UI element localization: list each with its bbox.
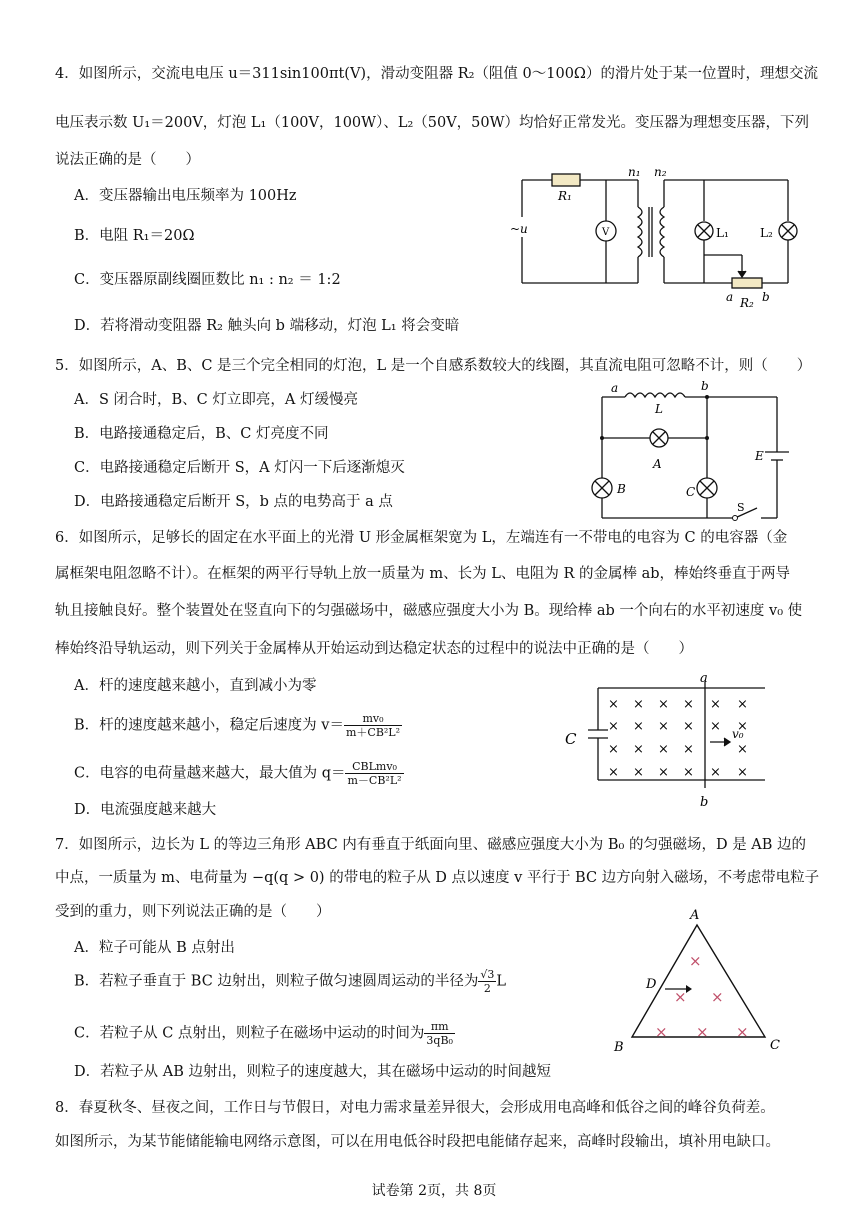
q6-stem-line4: 棒始终沿导轨运动，则下列关于金属棒从开始运动到达稳定状态的过程中的说法中正确的是（ ） xyxy=(55,641,693,657)
q7-stem-line2: 中点，一质量为 m、电荷量为 −q(q > 0) 的带电的粒子从 D 点以速度 v 平行于 BC 边方向射入磁场，不考虑带电粒子 xyxy=(55,870,820,886)
q4-label-r2: R₂ xyxy=(740,296,754,310)
q6-field-marks xyxy=(608,697,748,780)
q6-option-c-fraction xyxy=(345,760,403,787)
field-mark: × xyxy=(633,742,644,757)
field-mark: × xyxy=(608,742,619,757)
q7-option-b-unit: L xyxy=(496,973,507,990)
q4-label-u: ~u xyxy=(510,222,528,236)
q4-label-voltmeter: V xyxy=(602,227,610,238)
q5-option-d: D．电路接通稳定后断开 S，b 点的电势高于 a 点 xyxy=(74,494,393,510)
q6-option-c xyxy=(74,760,404,787)
q5-stem: 5．如图所示，A、B、C 是三个完全相同的灯泡，L 是一个自感系数较大的线圈，其直流电阻可忽略不计，则（ ） xyxy=(55,358,812,374)
q7-option-c-numerator: πm xyxy=(424,1020,455,1034)
field-mark: × xyxy=(737,742,748,757)
q5-label-s: S xyxy=(737,501,745,514)
q7-option-b-text: B．若粒子垂直于 BC 边射出，则粒子做匀速圆周运动的半径为 xyxy=(74,973,479,990)
q5-inductor-circuit xyxy=(585,380,785,525)
field-mark: × xyxy=(674,988,687,1006)
field-mark: × xyxy=(710,765,721,780)
q7-label-c: C xyxy=(770,1038,780,1053)
field-mark: × xyxy=(633,719,644,734)
q4-label-n1: n₁ xyxy=(628,165,641,179)
q6-option-d: D．电流强度越来越大 xyxy=(74,802,217,818)
field-mark: × xyxy=(737,697,748,712)
q6-option-c-numerator: CBLmv₀ xyxy=(345,760,403,774)
q8-stem-line1: 8．春夏秋冬、昼夜之间，工作日与节假日，对电力需求量差异很大，会形成用电高峰和低谷之间的峰谷负荷差。 xyxy=(55,1100,775,1116)
q6-rail-figure xyxy=(560,668,775,813)
q4-stem-line3: 说法正确的是（ ） xyxy=(55,152,200,168)
field-mark: × xyxy=(683,719,694,734)
q7-stem-line1: 7．如图所示，边长为 L 的等边三角形 ABC 内有垂直于纸面向里、磁感应强度大小为 B₀ 的匀强磁场，D 是 AB 边的 xyxy=(55,837,807,853)
q6-label-b: b xyxy=(700,795,709,810)
field-mark: × xyxy=(736,1023,749,1041)
q5-label-l: L xyxy=(655,402,663,416)
field-mark: × xyxy=(633,765,644,780)
q4-label-a: a xyxy=(726,290,734,304)
q5-label-b: b xyxy=(701,379,709,393)
field-mark: × xyxy=(683,765,694,780)
q7-label-d: D xyxy=(646,977,657,992)
q7-option-d: D．若粒子从 AB 边射出，则粒子的速度越大，其在磁场中运动的时间越短 xyxy=(74,1064,551,1080)
field-mark: × xyxy=(608,765,619,780)
field-mark: × xyxy=(633,697,644,712)
q6-option-c-denominator: m－CB²L² xyxy=(347,774,402,787)
q4-stem-line1: 4．如图所示，交流电电压 u＝311sin100πt(V)，滑动变阻器 R₂（阻值 0～100Ω）的滑片处于某一位置时，理想交流 xyxy=(55,66,818,82)
q4-label-l1: L₁ xyxy=(716,226,729,240)
field-mark: × xyxy=(689,952,702,970)
field-mark: × xyxy=(658,765,669,780)
field-mark: × xyxy=(658,719,669,734)
field-mark: × xyxy=(655,1023,668,1041)
q7-triangle-figure xyxy=(610,905,790,1055)
q6-stem-line3: 轨且接触良好。整个装置处在竖直向下的匀强磁场中，磁感应强度大小为 B。现给棒 ab 一个向右的水平初速度 v₀ 使 xyxy=(55,603,803,619)
q7-option-c-denominator: 3qB₀ xyxy=(426,1034,453,1047)
q7-option-c-fraction xyxy=(424,1020,455,1047)
q4-label-l2: L₂ xyxy=(760,226,773,240)
field-mark: × xyxy=(710,719,721,734)
q6-option-b-numerator: mv₀ xyxy=(344,712,402,726)
q6-label-capacitor: C xyxy=(565,730,577,748)
q4-label-b: b xyxy=(762,290,770,304)
q7-label-b: B xyxy=(614,1040,624,1055)
q4-option-c: C．变压器原副线圈匝数比 n₁ : n₂ ＝ 1:2 xyxy=(74,272,341,288)
q4-option-a: A．变压器输出电压频率为 100Hz xyxy=(74,188,297,204)
field-mark: × xyxy=(711,988,724,1006)
q6-option-c-text: C．电容的电荷量越来越大，最大值为 q＝ xyxy=(74,765,346,782)
field-mark: × xyxy=(710,697,721,712)
q5-option-c: C．电路接通稳定后断开 S，A 灯闪一下后逐渐熄灭 xyxy=(74,460,405,476)
q4-option-b: B．电阻 R₁＝20Ω xyxy=(74,228,195,244)
page-footer: 试卷第 2页，共 8页 xyxy=(371,1183,497,1199)
field-mark: × xyxy=(608,719,619,734)
q6-label-a: a xyxy=(700,671,708,686)
q7-option-b-denominator: 2 xyxy=(483,982,491,995)
q4-label-r1: R₁ xyxy=(558,189,572,203)
q7-option-b-fraction xyxy=(478,968,496,995)
field-mark: × xyxy=(658,697,669,712)
q4-transformer-circuit xyxy=(510,165,810,315)
q7-option-b-numerator: √3 xyxy=(480,968,495,981)
q6-option-b xyxy=(74,712,402,739)
q6-stem-line1: 6．如图所示，足够长的固定在水平面上的光滑 U 形金属框架宽为 L，左端连有一不带电的电容为 C 的电容器（金 xyxy=(55,530,788,546)
q6-option-b-fraction xyxy=(344,712,402,739)
q4-option-d: D．若将滑动变阻器 R₂ 触头向 b 端移动，灯泡 L₁ 将会变暗 xyxy=(74,318,460,334)
field-mark: × xyxy=(683,697,694,712)
q6-option-b-denominator: m＋CB²L² xyxy=(345,726,401,739)
field-mark: × xyxy=(683,742,694,757)
q5-label-lamp-b: B xyxy=(617,482,626,496)
q4-stem-line2: 电压表示数 U₁＝200V，灯泡 L₁（100V，100W）、L₂（50V，50W）均恰好正常发光。变压器为理想变压器，下列 xyxy=(55,115,810,131)
q5-label-e: E xyxy=(755,449,764,463)
q6-option-a: A．杆的速度越来越小，直到减小为零 xyxy=(74,678,317,694)
q7-option-a: A．粒子可能从 B 点射出 xyxy=(74,940,235,956)
field-mark: × xyxy=(737,765,748,780)
q5-option-b: B．电路接通稳定后，B、C 灯亮度不同 xyxy=(74,426,329,442)
q7-field-marks xyxy=(655,952,749,1041)
q8-stem-line2: 如图所示，为某节能储能输电网络示意图，可以在用电低谷时段把电能储存起来，高峰时段输出，填补用电缺口。 xyxy=(55,1134,780,1150)
field-mark: × xyxy=(608,697,619,712)
q5-label-a: a xyxy=(611,381,619,395)
q6-stem-line2: 属框架电阻忽略不计）。在框架的两平行导轨上放一质量为 m、长为 L、电阻为 R 的金属棒 ab，棒始终垂直于两导 xyxy=(55,566,791,582)
q7-option-c-text: C．若粒子从 C 点射出，则粒子在磁场中运动的时间为 xyxy=(74,1025,425,1042)
q6-label-v0: v₀ xyxy=(732,727,744,741)
q5-option-a: A．S 闭合时，B、C 灯立即亮，A 灯缓慢亮 xyxy=(74,392,358,408)
q5-label-lamp-c: C xyxy=(686,485,696,499)
q7-option-b xyxy=(74,968,506,995)
field-mark: × xyxy=(737,719,748,734)
field-mark: × xyxy=(696,1023,709,1041)
q7-option-c xyxy=(74,1020,455,1047)
q6-option-b-text: B．杆的速度越来越小，稳定后速度为 v＝ xyxy=(74,717,344,734)
q7-label-a: A xyxy=(690,908,700,923)
q4-label-n2: n₂ xyxy=(654,165,667,179)
q5-label-lamp-a: A xyxy=(653,457,662,471)
field-mark: × xyxy=(658,742,669,757)
q7-stem-line3: 受到的重力，则下列说法正确的是（ ） xyxy=(55,904,331,920)
